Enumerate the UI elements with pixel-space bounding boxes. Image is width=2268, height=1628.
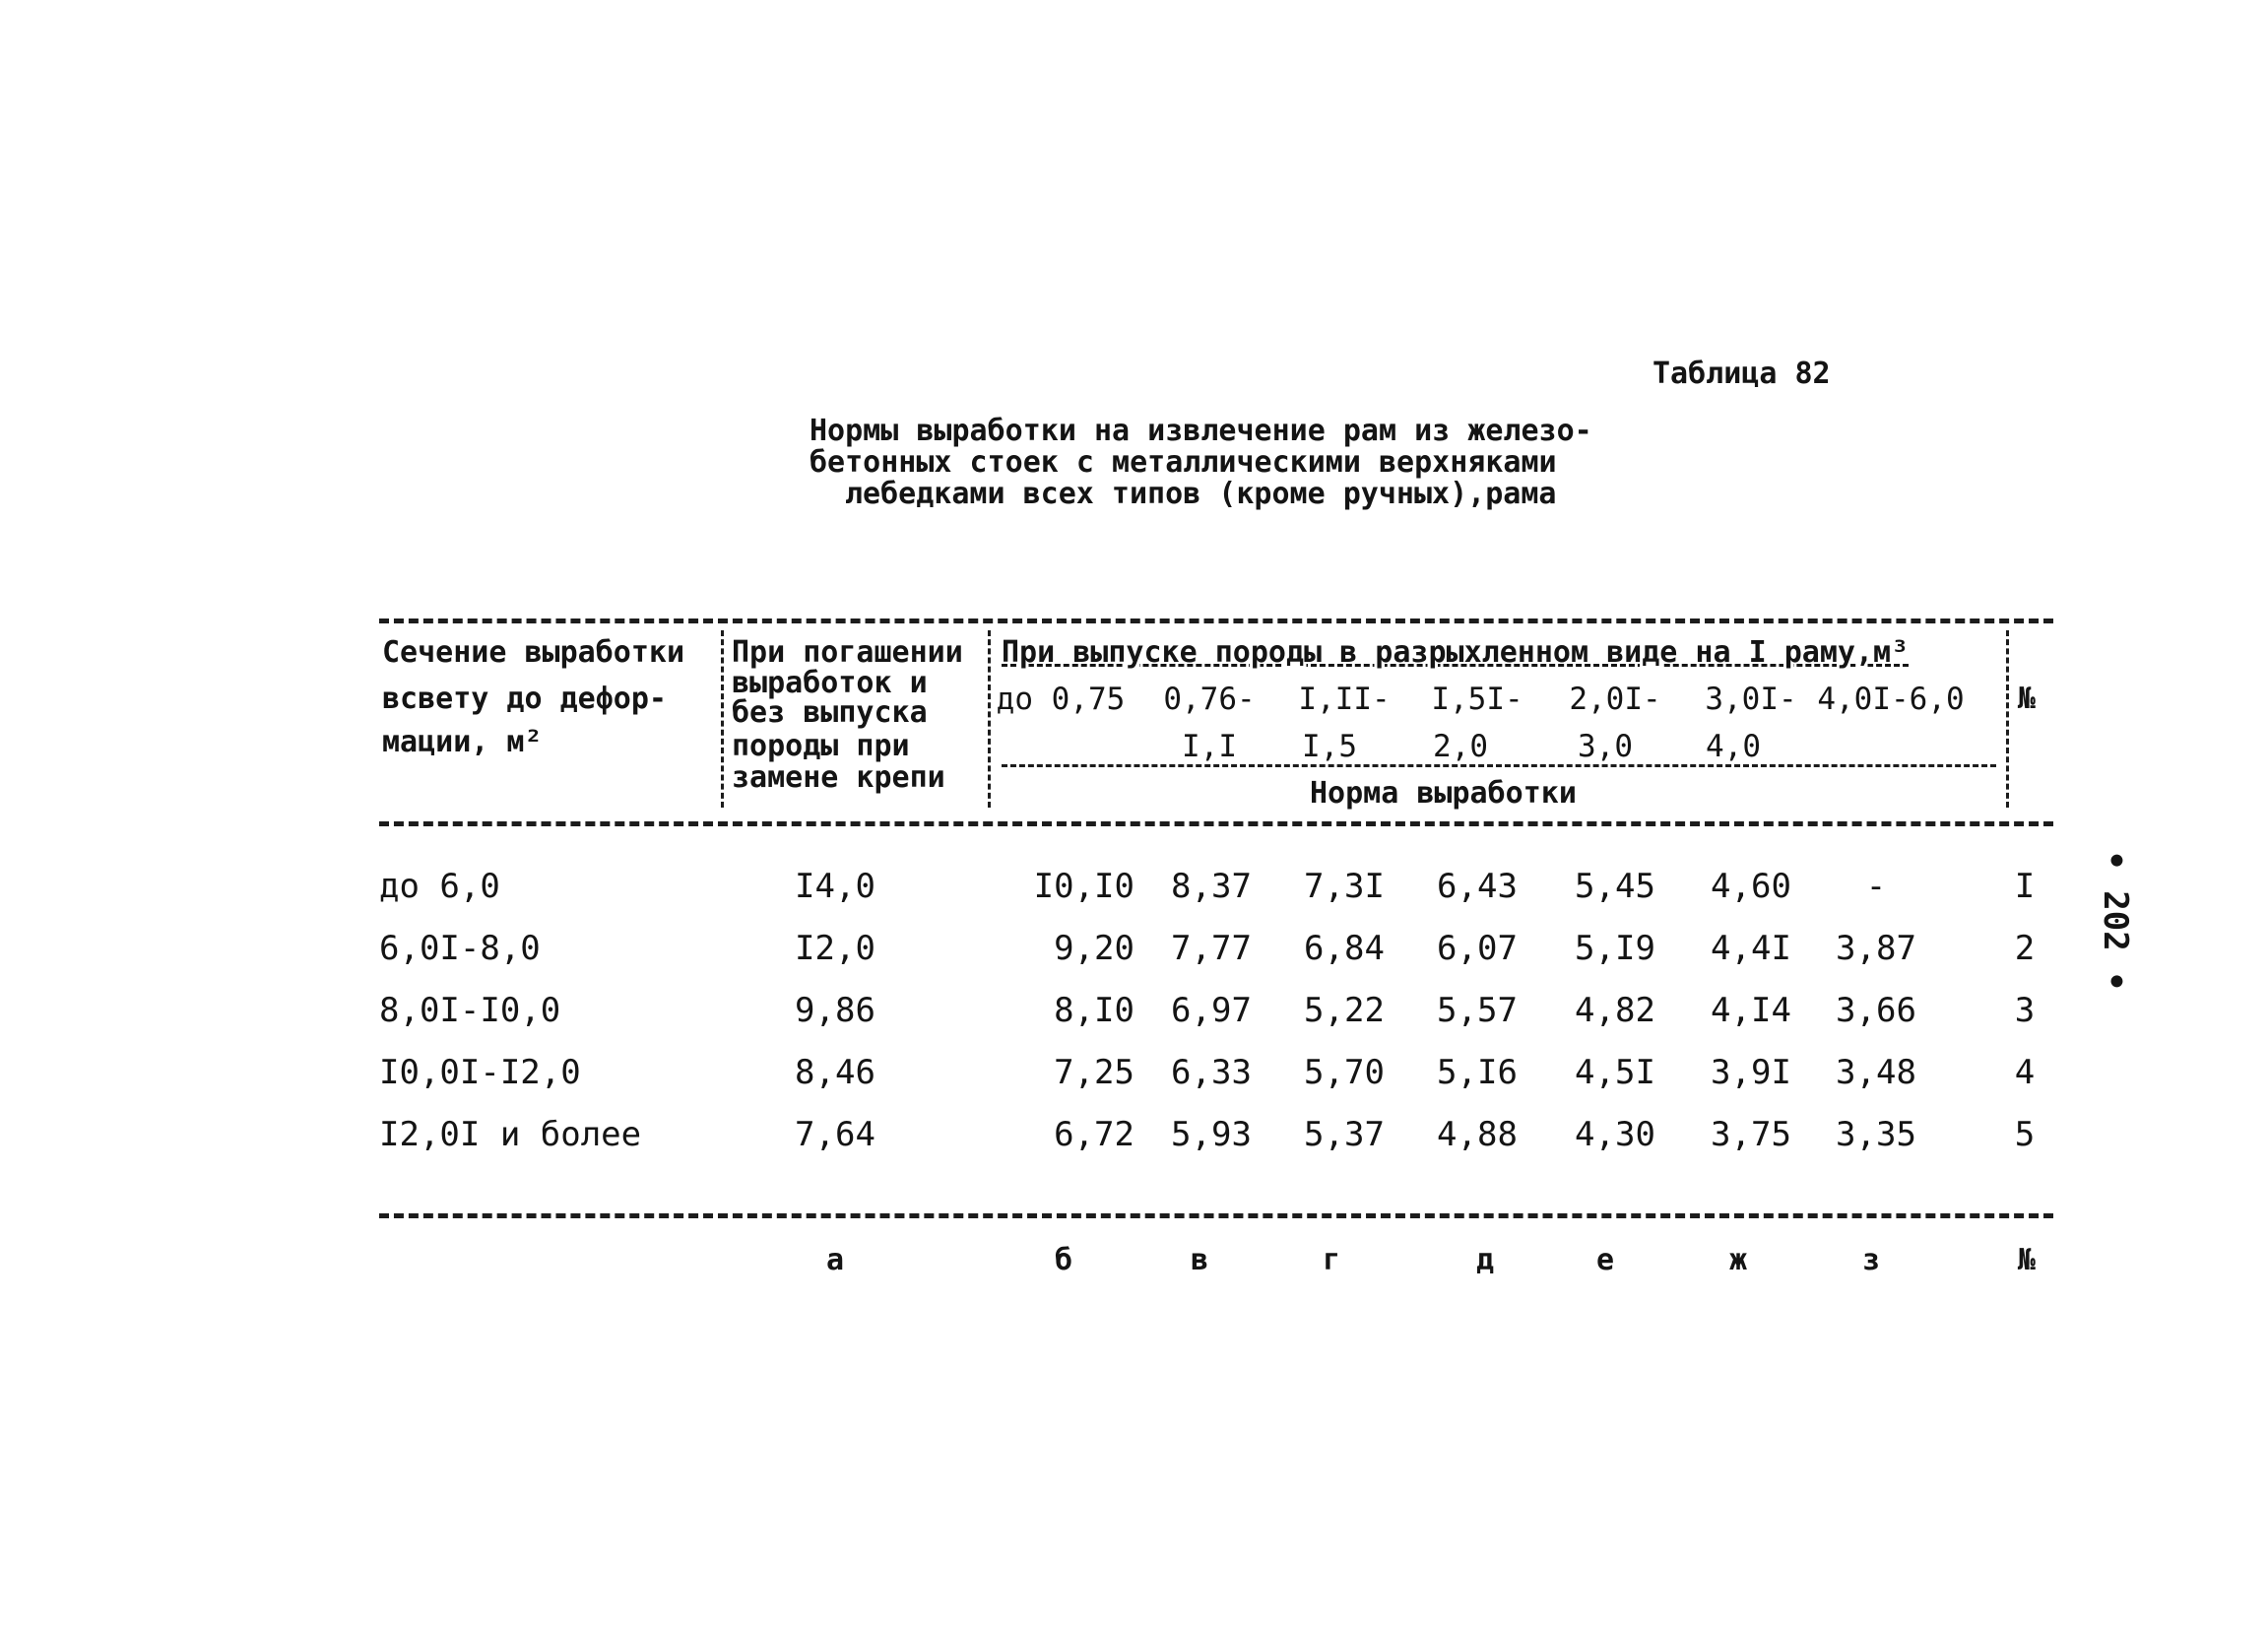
header-nodump-line: без выпуска	[732, 695, 928, 730]
cell-section: 8,0I-I0,0	[379, 991, 561, 1030]
cell-z: 3,87	[1836, 929, 1916, 968]
title-line: лебедками всех типов (кроме ручных),рама	[845, 477, 1557, 511]
header-section-line: мации, м²	[382, 725, 543, 759]
cell-row-number: I	[2014, 867, 2036, 906]
cell-e: 5,I9	[1575, 929, 1655, 968]
header-subcol: 4,0	[1706, 729, 1761, 764]
cell-d: 5,57	[1437, 991, 1518, 1030]
cell-g: 5,37	[1304, 1115, 1385, 1154]
header-norm-label: Норма выработки	[1310, 776, 1577, 811]
cell-e: 5,45	[1575, 867, 1655, 906]
header-nodump-line: замене крепи	[732, 760, 945, 795]
cell-e: 4,82	[1575, 991, 1655, 1030]
header-section-line: Сечение выработки	[382, 635, 685, 670]
cell-section: 6,0I-8,0	[379, 929, 541, 968]
column-letter: а	[825, 1243, 845, 1277]
title-line: бетонных стоек с металлическими верхняками	[810, 445, 1557, 480]
cell-section: до 6,0	[379, 867, 500, 906]
column-letter: е	[1595, 1243, 1615, 1277]
cell-d: 6,43	[1437, 867, 1518, 906]
header-subcol: I,5I-	[1431, 682, 1523, 717]
cell-b: 7,25	[1054, 1053, 1134, 1092]
cell-e: 4,5I	[1575, 1053, 1655, 1092]
header-subcol: 3,0	[1578, 729, 1633, 764]
cell-zh: 3,75	[1711, 1115, 1791, 1154]
cell-zh: 3,9I	[1711, 1053, 1791, 1092]
header-subcol: 2,0	[1433, 729, 1488, 764]
cell-b: I0,I0	[1033, 867, 1134, 906]
page-number-text: • 202 •	[2096, 850, 2135, 992]
cell-section: I2,0I и более	[379, 1115, 642, 1154]
cell-zh: 4,60	[1711, 867, 1791, 906]
cell-a: I2,0	[795, 929, 875, 968]
header-nodump-line: При погашении	[732, 635, 963, 670]
cell-a: I4,0	[795, 867, 875, 906]
cell-section: I0,0I-I2,0	[379, 1053, 581, 1092]
cell-g: 6,84	[1304, 929, 1385, 968]
column-separator	[2006, 630, 2009, 808]
cell-a: 8,46	[795, 1053, 875, 1092]
cell-a: 7,64	[795, 1115, 875, 1154]
header-subcol: до 0,75	[996, 682, 1126, 717]
cell-d: 5,I6	[1437, 1053, 1518, 1092]
column-letter: з	[1861, 1243, 1881, 1277]
cell-g: 5,70	[1304, 1053, 1385, 1092]
cell-z: 3,48	[1836, 1053, 1916, 1092]
table-top-rule	[379, 619, 2053, 623]
cell-v: 5,93	[1171, 1115, 1252, 1154]
subheader-rule	[1002, 764, 1996, 767]
table-label: Таблица 82	[1652, 357, 1831, 391]
header-subcol: 2,0I-	[1569, 682, 1661, 717]
header-subcol: I,5	[1302, 729, 1357, 764]
column-letter: г	[1322, 1243, 1341, 1277]
title-line: Нормы выработки на извлечение рам из железо-	[810, 414, 1592, 448]
cell-a: 9,86	[795, 991, 875, 1030]
table-bottom-rule	[379, 1213, 2053, 1218]
header-nodump-line: породы при	[732, 729, 910, 763]
header-subcol: I,II-	[1298, 682, 1391, 717]
cell-b: 6,72	[1054, 1115, 1134, 1154]
cell-d: 4,88	[1437, 1115, 1518, 1154]
page-number	[2096, 842, 2135, 1000]
cell-row-number: 5	[2014, 1115, 2036, 1154]
cell-e: 4,30	[1575, 1115, 1655, 1154]
cell-z: 3,66	[1836, 991, 1916, 1030]
cell-b: 8,I0	[1054, 991, 1134, 1030]
column-letter: б	[1054, 1243, 1073, 1277]
cell-b: 9,20	[1054, 929, 1134, 968]
header-subcol: 0,76-	[1163, 682, 1256, 717]
cell-z: -	[1865, 867, 1887, 906]
column-separator	[721, 630, 724, 808]
cell-z: 3,35	[1836, 1115, 1916, 1154]
column-letter: №	[2017, 1243, 2037, 1277]
cell-zh: 4,4I	[1711, 929, 1791, 968]
cell-v: 6,97	[1171, 991, 1252, 1030]
cell-row-number: 2	[2014, 929, 2036, 968]
cell-v: 8,37	[1171, 867, 1252, 906]
cell-g: 5,22	[1304, 991, 1385, 1030]
header-nodump-line: выработок и	[732, 666, 928, 700]
header-subcol: 4,0I-6,0	[1817, 682, 1965, 717]
header-subcol: 3,0I-	[1705, 682, 1797, 717]
column-letter: ж	[1728, 1243, 1748, 1277]
cell-v: 7,77	[1171, 929, 1252, 968]
column-letter: в	[1190, 1243, 1209, 1277]
cell-row-number: 3	[2014, 991, 2036, 1030]
header-section-line: всвету до дефор-	[382, 682, 667, 716]
cell-zh: 4,I4	[1711, 991, 1791, 1030]
cell-row-number: 4	[2014, 1053, 2036, 1092]
cell-d: 6,07	[1437, 929, 1518, 968]
column-separator	[988, 630, 991, 808]
header-bottom-rule	[379, 821, 2053, 826]
header-group-title: При выпуске породы в разрыхленном виде на I раму,м³	[1002, 635, 1910, 670]
header-row-number: №	[2017, 682, 2037, 716]
cell-g: 7,3I	[1304, 867, 1385, 906]
header-subcol: I,I	[1182, 729, 1237, 764]
cell-v: 6,33	[1171, 1053, 1252, 1092]
column-letter: д	[1475, 1243, 1495, 1277]
